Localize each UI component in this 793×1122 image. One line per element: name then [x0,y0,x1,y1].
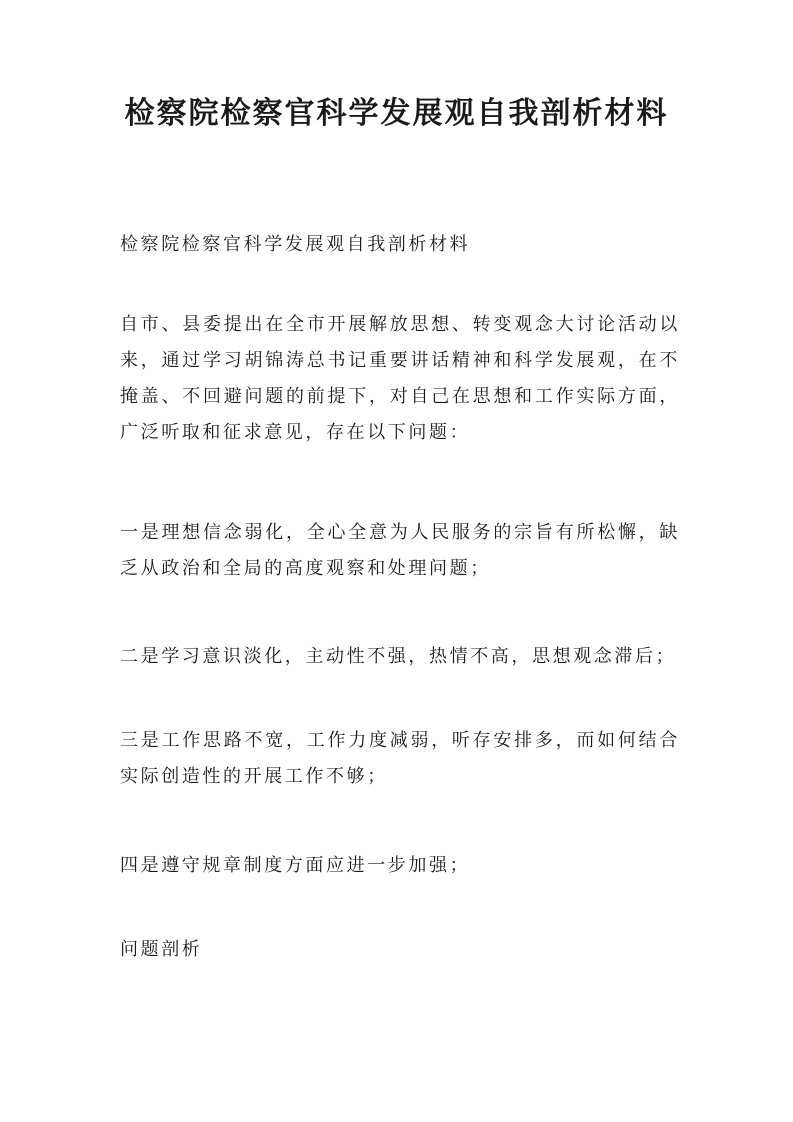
issue-4-paragraph: 四是遵守规章制度方面应进一步加强； [120,855,471,876]
section-heading-analysis: 问题剖析 [120,939,203,960]
issue-3-paragraph: 三是工作思路不宽，工作力度减弱，听存安排多，而如何结合实际创造性的开展工作不够； [120,730,680,787]
subtitle-paragraph: 检察院检察官科学发展观自我剖析材料 [120,234,471,255]
document-title: 检察院检察官科学发展观自我剖析材料 [124,96,669,131]
issue-2-paragraph: 二是学习意识淡化，主动性不强，热情不高，思想观念滞后； [120,646,677,667]
issue-1-paragraph: 一是理想信念弱化，全心全意为人民服务的宗旨有所松懈，缺乏从政治和全局的高度观察和处理问题； [120,522,680,579]
intro-paragraph: 自市、县委提出在全市开展解放思想、转变观念大讨论活动以来，通过学习胡锦涛总书记重要讲话精神和科学发展观，在不掩盖、不回避问题的前提下，对自己在思想和工作实际方面，广泛听取和征求意见，存在以下问题： [120,314,680,443]
